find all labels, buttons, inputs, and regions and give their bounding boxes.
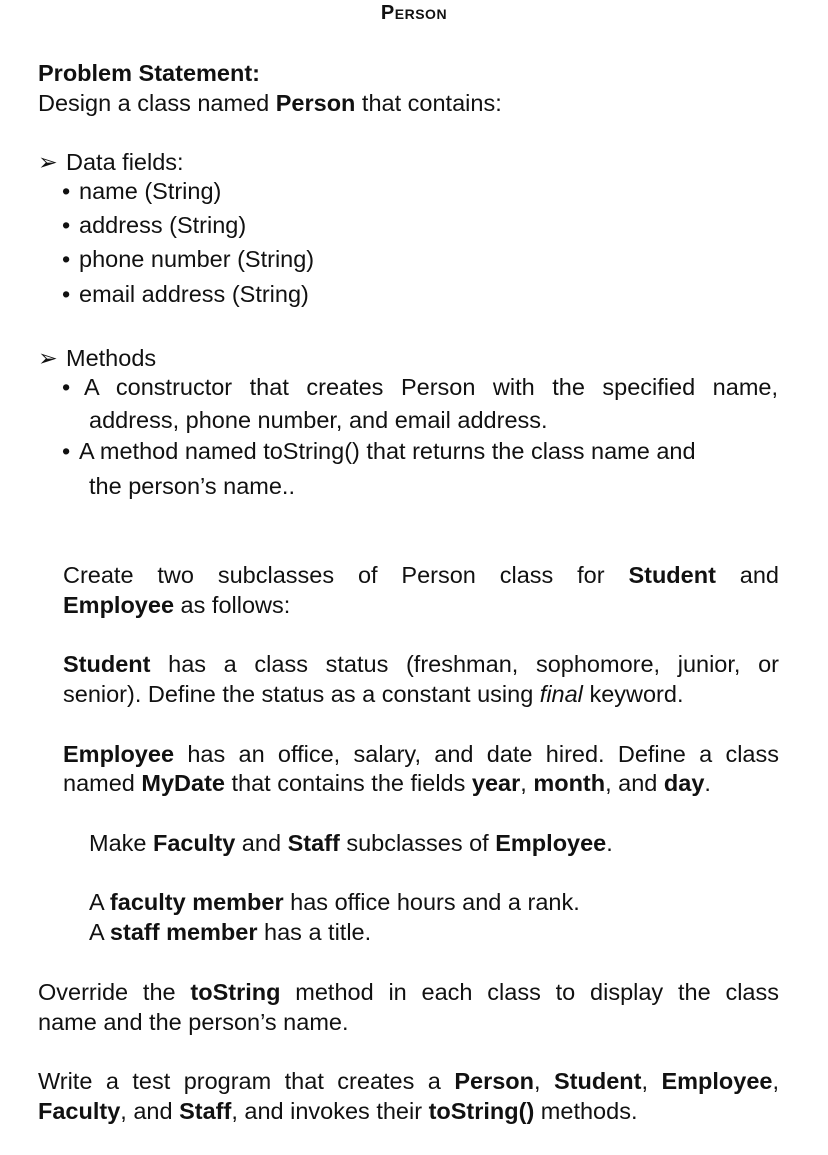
list-item: • email address (String)	[62, 281, 309, 307]
subclasses-paragraph-line2: Employee as follows:	[63, 592, 291, 618]
list-item: • address (String)	[62, 212, 247, 238]
bullet-icon: •	[62, 281, 71, 307]
data-fields-heading: ➢ Data fields:	[38, 149, 184, 175]
list-item: • A method named toString() that returns the class name and	[62, 438, 696, 464]
problem-intro: Design a class named Person that contains:	[38, 90, 502, 116]
subclasses-paragraph-line1: Create two subclasses of Person class for Student and	[63, 562, 779, 588]
list-item: • A constructor that creates Person with the specified name,	[62, 374, 778, 400]
staff-member-line: A staff member has a title.	[89, 919, 372, 945]
list-item: • phone number (String)	[62, 246, 315, 272]
student-paragraph-line1: Student has a class status (freshman, sophomore, junior, or	[63, 651, 779, 677]
faculty-member-line: A faculty member has office hours and a rank.	[89, 889, 580, 915]
employee-paragraph-line1: Employee has an office, salary, and date hired. Define a class	[63, 741, 779, 767]
bullet-icon: •	[62, 438, 71, 464]
list-item-continuation: the person’s name..	[89, 473, 295, 499]
arrow-bullet-icon: ➢	[38, 345, 58, 371]
override-paragraph-line2: name and the person’s name.	[38, 1009, 349, 1035]
bullet-icon: •	[62, 374, 71, 400]
test-paragraph-line1: Write a test program that creates a Person, Student, Employee,	[38, 1068, 780, 1094]
bullet-icon: •	[62, 212, 71, 238]
list-item-continuation: address, phone number, and email address.	[89, 407, 548, 433]
bullet-icon: •	[62, 246, 71, 272]
override-paragraph-line1: Override the toString method in each class to display the class	[38, 979, 779, 1005]
page-title: Person	[380, 2, 448, 24]
problem-heading: Problem Statement:	[38, 60, 260, 86]
employee-paragraph-line2: named MyDate that contains the fields year, month, and day.	[63, 770, 711, 796]
student-paragraph-line2: senior). Define the status as a constant using final keyword.	[63, 681, 684, 707]
methods-heading: ➢ Methods	[38, 345, 157, 371]
arrow-bullet-icon: ➢	[38, 149, 58, 175]
test-paragraph-line2: Faculty, and Staff, and invokes their toString() methods.	[38, 1098, 638, 1124]
bullet-icon: •	[62, 178, 71, 204]
list-item: • name (String)	[62, 178, 222, 204]
faculty-staff-line: Make Faculty and Staff subclasses of Employee.	[89, 830, 613, 856]
